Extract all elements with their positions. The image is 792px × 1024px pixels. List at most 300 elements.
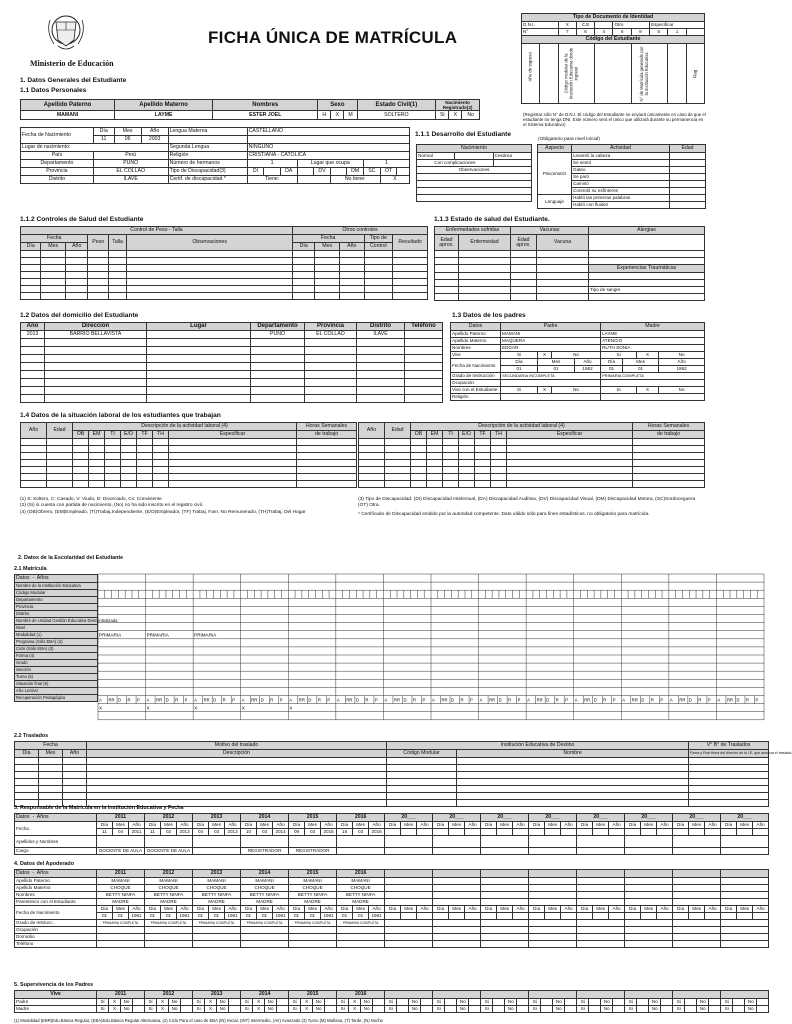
- empty-cell[interactable]: [457, 758, 689, 765]
- apoderado-parentesco[interactable]: [577, 899, 625, 906]
- empty-cell[interactable]: [421, 1006, 433, 1013]
- empty-cell[interactable]: [15, 779, 39, 786]
- empty-cell[interactable]: [47, 453, 73, 460]
- empty-cell[interactable]: [47, 474, 73, 481]
- empty-cell[interactable]: [169, 474, 297, 481]
- empty-cell[interactable]: [21, 279, 41, 286]
- padre-si[interactable]: Si: [673, 999, 685, 1006]
- empty-cell[interactable]: [385, 446, 411, 453]
- empty-cell[interactable]: [153, 460, 169, 467]
- fecha-value[interactable]: 03: [257, 829, 273, 836]
- empty-cell[interactable]: [39, 793, 63, 800]
- empty-cell[interactable]: [689, 800, 769, 807]
- apoderado-ap[interactable]: MAMANI: [145, 878, 193, 885]
- empty-cell[interactable]: [405, 371, 443, 379]
- padre-mark[interactable]: X: [301, 999, 313, 1006]
- empty-cell[interactable]: [297, 467, 357, 474]
- madre-vive-si[interactable]: Si: [601, 352, 637, 359]
- empty-cell[interactable]: [251, 395, 305, 403]
- madre-no[interactable]: No: [457, 1006, 469, 1013]
- fecha-value[interactable]: 01: [337, 913, 353, 920]
- madre-fecha-mes[interactable]: 01: [623, 366, 659, 373]
- empty-cell[interactable]: [339, 258, 364, 265]
- empty-cell[interactable]: [529, 941, 577, 948]
- padre-no[interactable]: No: [601, 999, 613, 1006]
- empty-cell[interactable]: [21, 395, 45, 403]
- disc-ot[interactable]: OT: [380, 168, 397, 176]
- madre-mark[interactable]: [541, 1006, 553, 1013]
- empty-cell[interactable]: [359, 467, 385, 474]
- empty-cell[interactable]: [153, 481, 169, 488]
- empty-cell[interactable]: [357, 395, 405, 403]
- empty-cell[interactable]: [633, 481, 705, 488]
- fecha-value[interactable]: 1981: [321, 913, 337, 920]
- madre-no[interactable]: No: [745, 1006, 757, 1013]
- empty-cell[interactable]: [427, 439, 443, 446]
- empty-cell[interactable]: [305, 339, 357, 347]
- empty-cell[interactable]: [721, 927, 769, 934]
- fecha-value[interactable]: [497, 829, 513, 836]
- empty-cell[interactable]: [475, 460, 491, 467]
- empty-cell[interactable]: [292, 279, 314, 286]
- empty-cell[interactable]: [105, 474, 121, 481]
- empty-cell[interactable]: [411, 439, 427, 446]
- empty-cell[interactable]: [21, 258, 41, 265]
- empty-cell[interactable]: [193, 941, 241, 948]
- empty-cell[interactable]: [507, 460, 633, 467]
- fecha-value[interactable]: [465, 829, 481, 836]
- fecha-value[interactable]: 2013: [177, 829, 193, 836]
- empty-cell[interactable]: [305, 395, 357, 403]
- empty-cell[interactable]: [393, 258, 428, 265]
- madre-no[interactable]: No: [505, 1006, 517, 1013]
- fecha-value[interactable]: 01: [305, 913, 321, 920]
- empty-cell[interactable]: [137, 453, 153, 460]
- empty-cell[interactable]: [689, 765, 769, 772]
- fecha-value[interactable]: 2013: [225, 829, 241, 836]
- fecha-value[interactable]: 1981: [369, 913, 385, 920]
- padre-vive-mark[interactable]: X: [538, 352, 552, 359]
- empty-cell[interactable]: [469, 1006, 481, 1013]
- nac-reg-mark[interactable]: X: [449, 111, 462, 120]
- empty-cell[interactable]: [469, 999, 481, 1006]
- madre-fecha-anio[interactable]: 1962: [659, 366, 705, 373]
- empty-cell[interactable]: [63, 765, 87, 772]
- empty-cell[interactable]: [39, 765, 63, 772]
- empty-cell[interactable]: [88, 251, 108, 258]
- empty-cell[interactable]: [65, 265, 87, 272]
- empty-cell[interactable]: [757, 999, 769, 1006]
- empty-cell[interactable]: [21, 439, 47, 446]
- empty-cell[interactable]: [405, 387, 443, 395]
- apoderado-parentesco[interactable]: [721, 899, 769, 906]
- cargo-value[interactable]: [433, 848, 481, 855]
- padre-si[interactable]: Si: [433, 999, 445, 1006]
- empty-cell[interactable]: [577, 934, 625, 941]
- empty-cell[interactable]: [305, 371, 357, 379]
- empty-cell[interactable]: [41, 265, 66, 272]
- empty-cell[interactable]: [305, 363, 357, 371]
- empty-cell[interactable]: [405, 355, 443, 363]
- empty-cell[interactable]: [393, 293, 428, 300]
- empty-cell[interactable]: [297, 446, 357, 453]
- apoderado-ap[interactable]: [385, 878, 433, 885]
- padre-no[interactable]: No: [217, 999, 229, 1006]
- fecha-value[interactable]: [401, 913, 417, 920]
- fecha-value[interactable]: [449, 913, 465, 920]
- apoderado-nombres[interactable]: [529, 892, 577, 899]
- fecha-value[interactable]: [385, 829, 401, 836]
- madre-vive-con-si[interactable]: Si: [601, 387, 637, 394]
- empty-cell[interactable]: [405, 395, 443, 403]
- apoderado-grado[interactable]: [625, 920, 673, 927]
- empty-cell[interactable]: [133, 999, 145, 1006]
- fecha-value[interactable]: [641, 913, 657, 920]
- apoderado-ap[interactable]: [625, 878, 673, 885]
- madre-no[interactable]: No: [361, 1006, 373, 1013]
- empty-cell[interactable]: [21, 371, 45, 379]
- apoderado-parentesco[interactable]: MADRE: [241, 899, 289, 906]
- empty-cell[interactable]: [305, 347, 357, 355]
- apoderado-grado[interactable]: PRIMARIA COMPLETA: [289, 920, 337, 927]
- empty-cell[interactable]: [127, 265, 293, 272]
- empty-cell[interactable]: [15, 793, 39, 800]
- empty-cell[interactable]: [39, 758, 63, 765]
- responsable-name[interactable]: [529, 836, 577, 848]
- cargo-value[interactable]: REGISTRADOR: [289, 848, 337, 855]
- empty-cell[interactable]: [529, 934, 577, 941]
- apoderado-grado[interactable]: [481, 920, 529, 927]
- fecha-value[interactable]: 1981: [177, 913, 193, 920]
- padre-mark[interactable]: X: [253, 999, 265, 1006]
- empty-cell[interactable]: [387, 772, 457, 779]
- empty-cell[interactable]: [385, 439, 411, 446]
- empty-cell[interactable]: [292, 265, 314, 272]
- empty-cell[interactable]: [181, 999, 193, 1006]
- fecha-value[interactable]: [625, 913, 641, 920]
- empty-cell[interactable]: [405, 339, 443, 347]
- padre-si[interactable]: Si: [529, 999, 541, 1006]
- empty-cell[interactable]: [491, 474, 507, 481]
- madre-no[interactable]: No: [697, 1006, 709, 1013]
- empty-cell[interactable]: [169, 460, 297, 467]
- empty-cell[interactable]: [481, 927, 529, 934]
- empty-cell[interactable]: [88, 272, 108, 279]
- fecha-value[interactable]: [417, 913, 433, 920]
- empty-cell[interactable]: [63, 779, 87, 786]
- sexo-h[interactable]: H: [318, 111, 331, 120]
- apoderado-nombres[interactable]: [577, 892, 625, 899]
- fecha-value[interactable]: [737, 829, 753, 836]
- fecha-value[interactable]: [609, 829, 625, 836]
- apoderado-grado[interactable]: PRIMARIA COMPLETA: [97, 920, 145, 927]
- apoderado-nombres[interactable]: [721, 892, 769, 899]
- madre-no[interactable]: No: [265, 1006, 277, 1013]
- departamento-value[interactable]: PUNO: [93, 160, 168, 168]
- empty-cell[interactable]: [289, 934, 337, 941]
- empty-cell[interactable]: [137, 467, 153, 474]
- apoderado-ap[interactable]: [529, 878, 577, 885]
- apoderado-parentesco[interactable]: MADRE: [337, 899, 385, 906]
- empty-cell[interactable]: [251, 379, 305, 387]
- empty-cell[interactable]: [385, 941, 433, 948]
- empty-cell[interactable]: [21, 363, 45, 371]
- cargo-value[interactable]: REGISTRADOR: [241, 848, 289, 855]
- fecha-value[interactable]: [417, 829, 433, 836]
- padre-mark[interactable]: [589, 999, 601, 1006]
- apoderado-nombres[interactable]: [385, 892, 433, 899]
- empty-cell[interactable]: [491, 439, 507, 446]
- empty-cell[interactable]: [108, 279, 126, 286]
- empty-cell[interactable]: [565, 999, 577, 1006]
- empty-cell[interactable]: [65, 293, 87, 300]
- fecha-value[interactable]: 01: [161, 913, 177, 920]
- empty-cell[interactable]: [433, 941, 481, 948]
- fecha-value[interactable]: 01: [193, 913, 209, 920]
- empty-cell[interactable]: [292, 286, 314, 293]
- madre-apellido-materno[interactable]: ATENCIO: [601, 338, 705, 345]
- empty-cell[interactable]: [241, 934, 289, 941]
- cargo-value[interactable]: [673, 848, 721, 855]
- empty-cell[interactable]: [21, 474, 47, 481]
- padre-si[interactable]: Si: [577, 999, 589, 1006]
- apoderado-grado[interactable]: [529, 920, 577, 927]
- dom-anio[interactable]: 2013: [21, 331, 45, 339]
- padre-mark[interactable]: [445, 999, 457, 1006]
- apoderado-nombres[interactable]: BETTY NINFA: [193, 892, 241, 899]
- empty-cell[interactable]: [339, 286, 364, 293]
- madre-si[interactable]: Si: [577, 1006, 589, 1013]
- empty-cell[interactable]: [97, 941, 145, 948]
- cargo-value[interactable]: [577, 848, 625, 855]
- fecha-value[interactable]: 11: [145, 829, 161, 836]
- empty-cell[interactable]: [251, 371, 305, 379]
- padre-no[interactable]: No: [745, 999, 757, 1006]
- empty-cell[interactable]: [427, 446, 443, 453]
- cargo-value[interactable]: DOCENTE DE AULA: [145, 848, 193, 855]
- empty-cell[interactable]: [39, 786, 63, 793]
- empty-cell[interactable]: [387, 779, 457, 786]
- padre-vive-con-mark[interactable]: X: [538, 387, 552, 394]
- empty-cell[interactable]: [65, 272, 87, 279]
- empty-cell[interactable]: [364, 272, 393, 279]
- empty-cell[interactable]: [87, 758, 387, 765]
- empty-cell[interactable]: [87, 786, 387, 793]
- padre-no[interactable]: No: [649, 999, 661, 1006]
- no-tiene-mark[interactable]: X: [380, 176, 409, 184]
- empty-cell[interactable]: [21, 251, 41, 258]
- lugar-ocupa-value[interactable]: 1: [364, 160, 410, 168]
- madre-si[interactable]: Si: [481, 1006, 493, 1013]
- empty-cell[interactable]: [491, 481, 507, 488]
- fecha-value[interactable]: 01: [97, 913, 113, 920]
- empty-cell[interactable]: [73, 446, 89, 453]
- padre-no[interactable]: No: [697, 999, 709, 1006]
- responsable-name[interactable]: [193, 836, 241, 848]
- empty-cell[interactable]: [625, 934, 673, 941]
- responsable-name[interactable]: [337, 836, 385, 848]
- empty-cell[interactable]: [364, 265, 393, 272]
- padre-si[interactable]: Si: [145, 999, 157, 1006]
- apoderado-parentesco[interactable]: [385, 899, 433, 906]
- empty-cell[interactable]: [387, 800, 457, 807]
- apoderado-grado[interactable]: [673, 920, 721, 927]
- dom-provincia[interactable]: EL COLLAO: [305, 331, 357, 339]
- cargo-value[interactable]: [481, 848, 529, 855]
- empty-cell[interactable]: [63, 793, 87, 800]
- apoderado-parentesco[interactable]: MADRE: [97, 899, 145, 906]
- empty-cell[interactable]: [443, 481, 459, 488]
- fecha-value[interactable]: [481, 829, 497, 836]
- empty-cell[interactable]: [491, 453, 507, 460]
- fecha-value[interactable]: [545, 913, 561, 920]
- fecha-value[interactable]: [721, 829, 737, 836]
- apoderado-am[interactable]: [481, 885, 529, 892]
- madre-fecha-dia[interactable]: 01: [601, 366, 623, 373]
- empty-cell[interactable]: [45, 395, 147, 403]
- apoderado-am[interactable]: CHOQUE: [337, 885, 385, 892]
- empty-cell[interactable]: [89, 460, 105, 467]
- fecha-value[interactable]: [705, 829, 721, 836]
- empty-cell[interactable]: [292, 272, 314, 279]
- empty-cell[interactable]: [88, 286, 108, 293]
- empty-cell[interactable]: [169, 446, 297, 453]
- apoderado-grado[interactable]: [385, 920, 433, 927]
- empty-cell[interactable]: [357, 379, 405, 387]
- empty-cell[interactable]: [385, 460, 411, 467]
- empty-cell[interactable]: [251, 387, 305, 395]
- empty-cell[interactable]: [121, 439, 137, 446]
- madre-mark[interactable]: [685, 1006, 697, 1013]
- empty-cell[interactable]: [88, 279, 108, 286]
- fecha-value[interactable]: [673, 829, 689, 836]
- empty-cell[interactable]: [305, 379, 357, 387]
- distrito-value[interactable]: ILAVE: [93, 176, 168, 184]
- empty-cell[interactable]: [73, 460, 89, 467]
- fecha-anio[interactable]: 2003: [141, 136, 168, 144]
- empty-cell[interactable]: [147, 347, 251, 355]
- segunda-lengua-value[interactable]: NINGUNO: [247, 144, 409, 152]
- fecha-value[interactable]: [753, 829, 769, 836]
- empty-cell[interactable]: [427, 460, 443, 467]
- apoderado-parentesco[interactable]: [481, 899, 529, 906]
- empty-cell[interactable]: [517, 1006, 529, 1013]
- madre-mark[interactable]: [445, 1006, 457, 1013]
- empty-cell[interactable]: [757, 1006, 769, 1013]
- empty-cell[interactable]: [359, 446, 385, 453]
- empty-cell[interactable]: [108, 265, 126, 272]
- fecha-value[interactable]: 2014: [273, 829, 289, 836]
- empty-cell[interactable]: [21, 379, 45, 387]
- apoderado-nombres[interactable]: BETTY NINFA: [241, 892, 289, 899]
- empty-cell[interactable]: [315, 286, 340, 293]
- empty-cell[interactable]: [127, 272, 293, 279]
- responsable-name[interactable]: [145, 836, 193, 848]
- empty-cell[interactable]: [121, 446, 137, 453]
- empty-cell[interactable]: [251, 347, 305, 355]
- empty-cell[interactable]: [181, 1006, 193, 1013]
- responsable-name[interactable]: [385, 836, 433, 848]
- empty-cell[interactable]: [385, 927, 433, 934]
- empty-cell[interactable]: [127, 258, 293, 265]
- empty-cell[interactable]: [385, 474, 411, 481]
- fecha-value[interactable]: 1981: [225, 913, 241, 920]
- madre-grado[interactable]: PRIMARIA COMPLETA: [601, 373, 705, 380]
- empty-cell[interactable]: [459, 467, 475, 474]
- empty-cell[interactable]: [673, 941, 721, 948]
- padre-si[interactable]: Si: [337, 999, 349, 1006]
- padre-no[interactable]: No: [313, 999, 325, 1006]
- empty-cell[interactable]: [459, 481, 475, 488]
- empty-cell[interactable]: [457, 772, 689, 779]
- empty-cell[interactable]: [364, 251, 393, 258]
- empty-cell[interactable]: [507, 453, 633, 460]
- padre-no[interactable]: No: [169, 999, 181, 1006]
- empty-cell[interactable]: [491, 467, 507, 474]
- madre-no[interactable]: No: [169, 1006, 181, 1013]
- empty-cell[interactable]: [108, 251, 126, 258]
- responsable-name[interactable]: [721, 836, 769, 848]
- doc-digit[interactable]: 1: [668, 29, 686, 36]
- responsable-name[interactable]: [433, 836, 481, 848]
- empty-cell[interactable]: [21, 453, 47, 460]
- padre-mark[interactable]: [637, 999, 649, 1006]
- empty-cell[interactable]: [721, 941, 769, 948]
- madre-si[interactable]: Si: [145, 1006, 157, 1013]
- padre-mark[interactable]: X: [205, 999, 217, 1006]
- fecha-value[interactable]: 01: [209, 913, 225, 920]
- disc-di[interactable]: DI: [247, 168, 264, 176]
- empty-cell[interactable]: [105, 460, 121, 467]
- empty-cell[interactable]: [387, 786, 457, 793]
- fecha-value[interactable]: 01: [145, 913, 161, 920]
- otro-label[interactable]: Otro: [613, 22, 650, 29]
- especificar-label[interactable]: Especificar: [650, 22, 705, 29]
- dom-telefono[interactable]: [405, 331, 443, 339]
- empty-cell[interactable]: [169, 467, 297, 474]
- apoderado-am[interactable]: [577, 885, 625, 892]
- empty-cell[interactable]: [457, 800, 689, 807]
- empty-cell[interactable]: [565, 1006, 577, 1013]
- madre-no[interactable]: No: [313, 1006, 325, 1013]
- empty-cell[interactable]: [387, 765, 457, 772]
- apoderado-parentesco[interactable]: [433, 899, 481, 906]
- empty-cell[interactable]: [491, 446, 507, 453]
- empty-cell[interactable]: [339, 251, 364, 258]
- empty-cell[interactable]: [443, 439, 459, 446]
- empty-cell[interactable]: [689, 786, 769, 793]
- cargo-value[interactable]: [529, 848, 577, 855]
- empty-cell[interactable]: [97, 934, 145, 941]
- apoderado-parentesco[interactable]: [673, 899, 721, 906]
- empty-cell[interactable]: [127, 279, 293, 286]
- apoderado-ap[interactable]: MAMANI: [193, 878, 241, 885]
- padre-si[interactable]: Si: [721, 999, 733, 1006]
- pais-value[interactable]: Perú: [93, 152, 168, 160]
- empty-cell[interactable]: [393, 272, 428, 279]
- fecha-value[interactable]: [593, 829, 609, 836]
- empty-cell[interactable]: [364, 279, 393, 286]
- empty-cell[interactable]: [89, 474, 105, 481]
- fecha-value[interactable]: [705, 913, 721, 920]
- empty-cell[interactable]: [121, 460, 137, 467]
- empty-cell[interactable]: [411, 467, 427, 474]
- fecha-value[interactable]: 03: [353, 829, 369, 836]
- empty-cell[interactable]: [147, 355, 251, 363]
- empty-cell[interactable]: [89, 453, 105, 460]
- padre-si[interactable]: Si: [625, 999, 637, 1006]
- responsable-name[interactable]: [625, 836, 673, 848]
